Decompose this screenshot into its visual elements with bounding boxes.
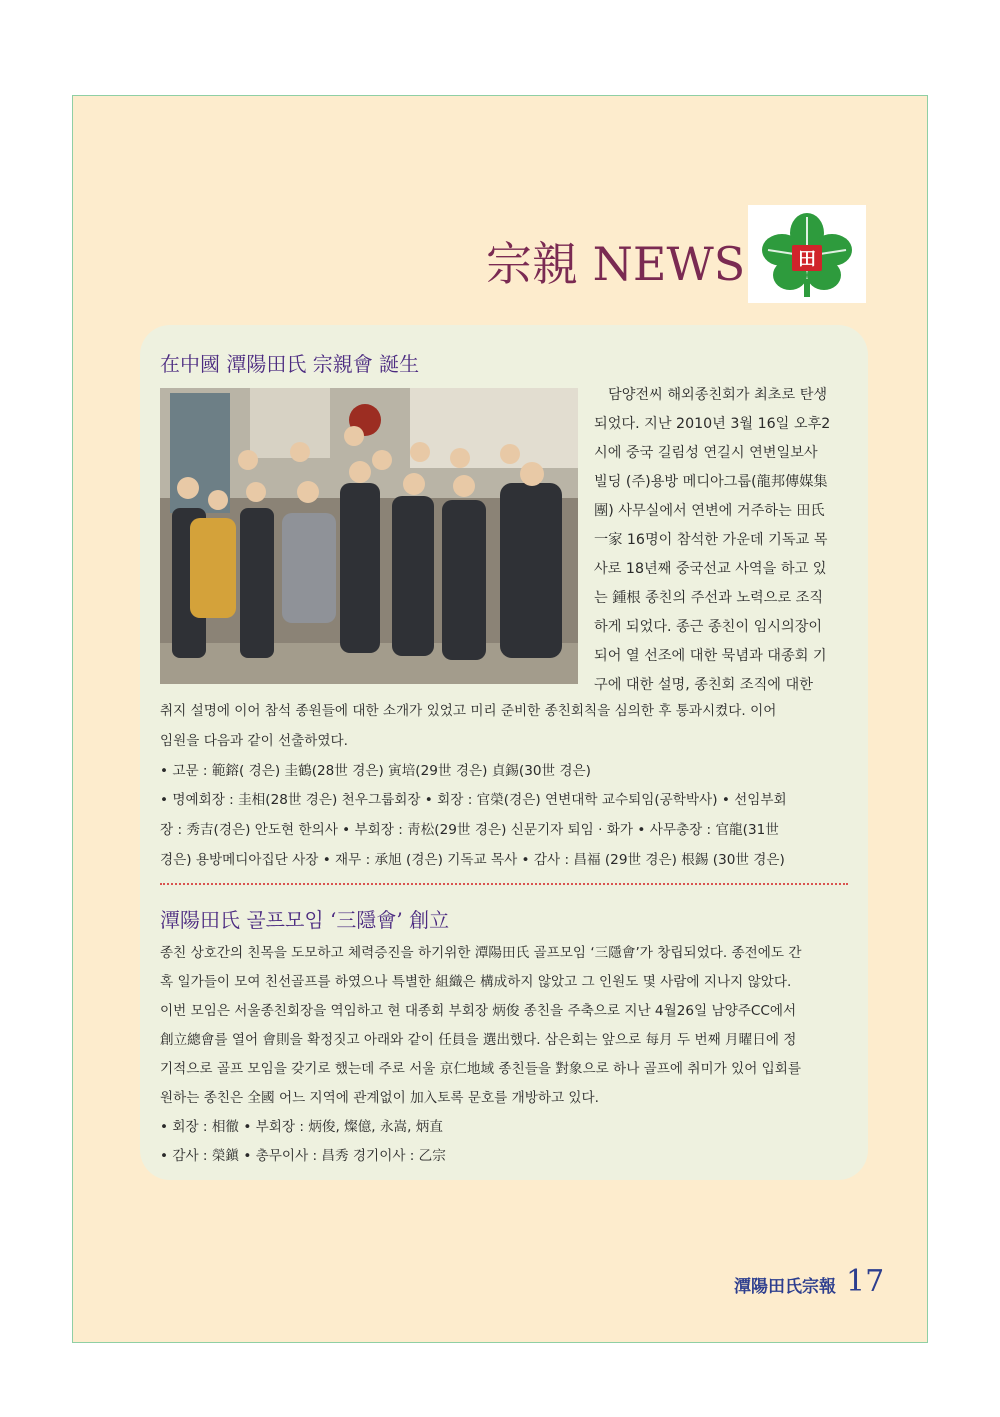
- clan-logo: [748, 205, 866, 303]
- footer-publication: 潭陽田氏宗報: [734, 1277, 836, 1297]
- section2-title: 潭陽田氏 골프모임 ‘三隱會’ 創立: [160, 908, 450, 932]
- text-line: 빌딩 (주)용방 메디아그룹(龍邦傳媒集: [594, 474, 828, 490]
- officer-line: • 회장 : 相徹 • 부회장 : 炳俊, 燦億, 永嵩, 炳直: [160, 1119, 443, 1135]
- text-line: 되어 열 선조에 대한 묵념과 대종회 기: [594, 648, 827, 664]
- text-line: 되었다. 지난 2010년 3월 16일 오후2: [594, 416, 831, 432]
- officer-line: • 고문 : 範鎔( 경은) 圭鶴(28世 경은) 寅培(29世 경은) 貞錫(30世 경은): [160, 762, 591, 779]
- section1-title: 在中國 潭陽田氏 宗親會 誕生: [160, 352, 420, 376]
- officer-line: • 감사 : 榮鎭 • 총무이사 : 昌秀 경기이사 : 乙宗: [160, 1148, 446, 1164]
- section1-side-text: [594, 381, 848, 700]
- officer-line: 장 : 秀吉(경은) 안도현 한의사 • 부회장 : 靑松(29世 경은) 신문기자 퇴임 · 화가 • 사무총장 : 官龍(31世: [160, 822, 779, 839]
- text-line: 원하는 종친은 全國 어느 지역에 관계없이 加入토록 문호를 개방하고 있다.: [160, 1090, 600, 1106]
- text-line: 一家 16명이 참석한 가운데 기독교 목: [594, 532, 828, 548]
- officer-line: • 명예회장 : 圭相(28世 경은) 천우그룹회장 • 회장 : 官榮(경은) 연변대학 교수퇴임(공학박사) • 선임부회: [160, 792, 787, 809]
- officer-line: 경은) 용방메디아집단 사장 • 재무 : 承旭 (경은) 기독교 목사 • 감사 : 昌福 (29世 경은) 根錫 (30世 경은): [160, 851, 785, 868]
- section2-body-text: [160, 939, 850, 1171]
- page-number: 17: [846, 1264, 885, 1299]
- text-line: 담양전씨 해외종친회가 최초로 탄생: [608, 387, 828, 403]
- text-line: 종친 상호간의 친목을 도모하고 체력증진을 하기위한 潭陽田氏 골프모임 ‘三隱會’가 창립되었다. 종전에도 간: [160, 945, 802, 961]
- logo-text: 田: [798, 249, 816, 270]
- text-line: 취지 설명에 이어 참석 종원들에 대한 소개가 있었고 미리 준비한 종친회칙을 심의한 후 통과시켰다. 이어: [160, 703, 777, 719]
- text-line: 혹 일가들이 모여 친선골프를 하였으나 특별한 組織은 構成하지 않았고 그 인원도 몇 사람에 지나지 않았다.: [160, 974, 792, 990]
- section1-body-text: [160, 697, 850, 876]
- text-line: 시에 중국 길림성 연길시 연변일보사: [594, 445, 818, 461]
- text-line: 이번 모임은 서울종친회장을 역임하고 현 대종회 부회장 炳俊 종친을 주축으로 지난 4월26일 남양주CC에서: [160, 1003, 797, 1019]
- text-line: 團) 사무실에서 연변에 거주하는 田氏: [594, 503, 825, 519]
- text-line: 는 鍾根 종친의 주선과 노력으로 조직: [594, 590, 824, 606]
- text-line: 임원을 다음과 같이 선출하였다.: [160, 732, 348, 749]
- text-line: 기적으로 골프 모임을 갖기로 했는데 주로 서울 京仁地域 종친들을 對象으로 하나 골프에 취미가 있어 입회를: [160, 1061, 802, 1077]
- text-line: 구에 대한 설명, 종친회 조직에 대한: [594, 677, 813, 693]
- clan-emblem-icon: [748, 205, 866, 303]
- group-photo: [160, 388, 578, 684]
- text-line: 創立總會를 열어 會則을 확정짓고 아래와 같이 任員을 選出했다. 삼은회는 앞으로 每月 두 번째 月曜日에 정: [160, 1032, 797, 1048]
- text-line: 하게 되었다. 종근 종친이 임시의장이: [594, 619, 823, 635]
- section-divider: [160, 883, 848, 885]
- page-title: 宗親 NEWS: [486, 237, 746, 291]
- text-line: 사로 18년째 중국선교 사역을 하고 있: [594, 561, 827, 577]
- group-photo-image: [160, 388, 578, 684]
